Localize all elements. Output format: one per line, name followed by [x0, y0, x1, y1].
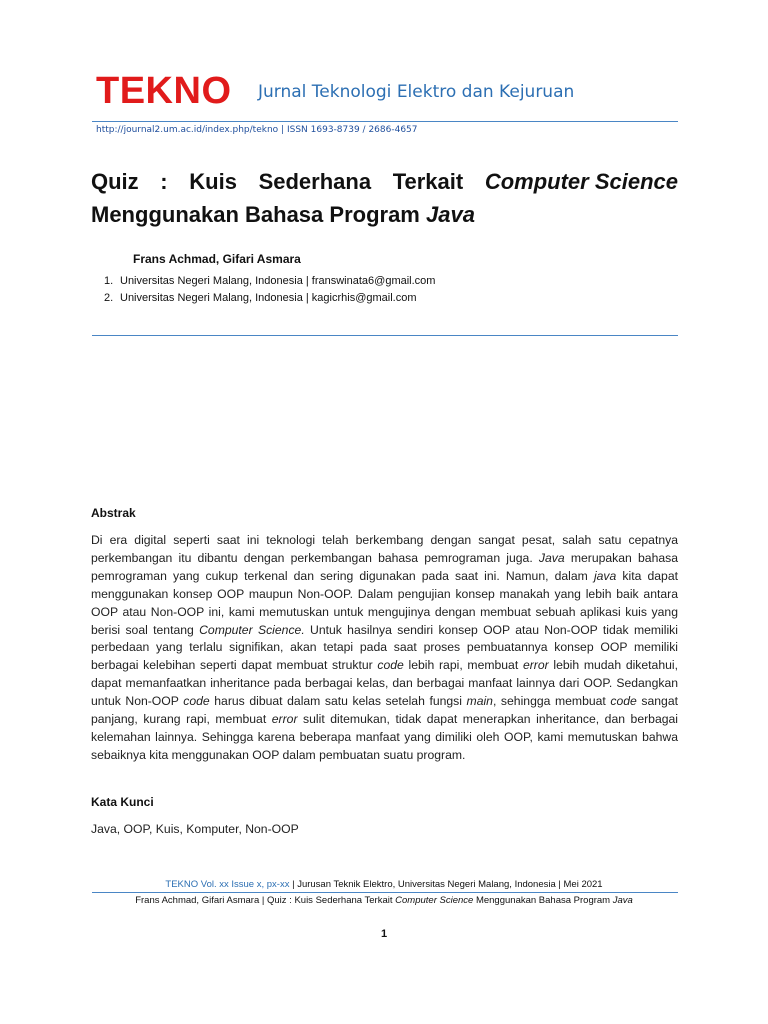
- title-word: Terkait: [392, 169, 464, 194]
- abstract-text: lebih mudah diketahui, dapat memanfaatkan inheritance pada berbagai kelas, dan berbagai manfaat lainnya dari OOP. Sedangkan untuk Non-OOP: [91, 658, 678, 709]
- abstract-text: , sehingga membuat: [492, 694, 611, 709]
- footer-institution: | Jurusan Teknik Elektro, Universitas Negeri Malang, Indonesia | Mei 2021: [289, 879, 603, 890]
- abstract-text: kita dapat menggunakan konsep OOP maupun Non-OOP. Dalam pengujian konsep manakah yang lebih baik antara OOP atau Non-OOP ini, kami memutuskan untuk mengujinya dengan membuat sebuah aplikasi kuis yang berisi soal tentang: [91, 568, 678, 637]
- abstract-text: lebih rapi, membuat: [403, 658, 523, 673]
- affiliation-1: [104, 276, 435, 287]
- abstract-italic-term: code: [183, 694, 210, 709]
- abstract-heading: Abstrak: [91, 506, 136, 520]
- author-list: Frans Achmad, Gifari Asmara: [133, 252, 301, 266]
- title-italic-term: Java: [426, 202, 475, 227]
- journal-url-link[interactable]: http://journal2.um.ac.id/index.php/tekno: [96, 125, 279, 135]
- title-italic-term: Computer Science: [484, 169, 678, 194]
- title-line-2: [91, 198, 678, 231]
- abstract-italic-term: Java: [538, 550, 565, 565]
- abstract-text: sulit ditemukan, tidak dapat menerapkan inheritance, dan berbagai kelemahan lainnya. Sehingga karena beberapa manfaat yang dimiliki oleh OOP, kami memutuskan bahwa sebaiknya kita menggunakan OOP dalam pembuatan suatu program.: [91, 712, 678, 762]
- title-word: Kuis: [189, 169, 237, 194]
- footer-italic-term: Computer Science: [395, 895, 474, 906]
- footer-divider: [92, 892, 678, 893]
- journal-name: Jurnal Teknologi Elektro dan Kejuruan: [258, 82, 575, 102]
- abstract-italic-term: code: [377, 658, 404, 673]
- footer-volume: TEKNO Vol. xx Issue x, px-xx: [165, 879, 290, 890]
- affiliation-2: [104, 293, 416, 304]
- abstract-italic-term: main: [466, 694, 493, 709]
- journal-meta-line: [96, 126, 418, 135]
- issn-text: ISSN 1693-8739 / 2686-4657: [286, 125, 418, 135]
- abstract-text: harus dibuat dalam satu kelas setelah fungsi: [209, 694, 467, 709]
- affiliation-text: Universitas Negeri Malang, Indonesia | kagicrhis@gmail.com: [120, 292, 417, 304]
- authors-divider: [92, 335, 678, 336]
- abstract-italic-term: code: [610, 694, 637, 709]
- title-line-1: [91, 165, 678, 198]
- footer-citation-text: Frans Achmad, Gifari Asmara | Quiz : Kuis Sederhana Terkait: [135, 895, 396, 906]
- keywords-text: Java, OOP, Kuis, Komputer, Non-OOP: [91, 822, 299, 836]
- abstract-text: sangat panjang, kurang rapi, membuat: [91, 694, 678, 727]
- abstract-italic-term: Computer Science.: [199, 622, 305, 637]
- abstract-text: Di era digital seperti saat ini teknologi telah berkembang dengan sangat pesat, salah satu cepatnya perkembangan itu dibantu dengan perkembangan bahasa pemrograman juga.: [91, 533, 678, 565]
- keywords-heading: Kata Kunci: [91, 795, 154, 809]
- abstract-italic-term: error: [522, 658, 549, 673]
- affiliation-number: 1.: [104, 275, 114, 287]
- abstract-body: [91, 532, 678, 765]
- footer-italic-term: Java: [612, 895, 633, 906]
- page-number: 1: [380, 928, 388, 940]
- header-divider: [92, 121, 678, 122]
- footer-citation-text: Menggunakan Bahasa Program: [473, 895, 613, 906]
- title-word: :: [160, 169, 168, 194]
- affiliation-text: Universitas Negeri Malang, Indonesia | franswinata6@gmail.com: [120, 275, 436, 287]
- abstract-italic-term: error: [271, 712, 298, 727]
- title-text: Menggunakan Bahasa Program: [91, 202, 420, 227]
- paper-title: [91, 165, 678, 231]
- title-word: Sederhana: [258, 169, 372, 194]
- footer-citation-line: [0, 896, 768, 906]
- abstract-italic-term: java: [593, 568, 617, 583]
- affiliation-number: 2.: [104, 292, 114, 304]
- journal-logo: TEKNO: [96, 70, 232, 112]
- abstract-text: merupakan bahasa pemrograman yang cukup terkenal dan sering digunakan pada saat ini. Namun, dalam: [91, 550, 679, 583]
- title-word: Quiz: [91, 169, 139, 194]
- meta-separator: |: [281, 125, 285, 135]
- abstract-text: Untuk hasilnya sendiri konsep OOP atau Non-OOP tidak memiliki perbedaan yang terlalu signifikan, akan tetapi pada saat proses pembuatannya konsep OOP memiliki berbagai kelebihan seperti dapat membuat struktur: [91, 622, 678, 673]
- footer-journal-line: [0, 880, 768, 890]
